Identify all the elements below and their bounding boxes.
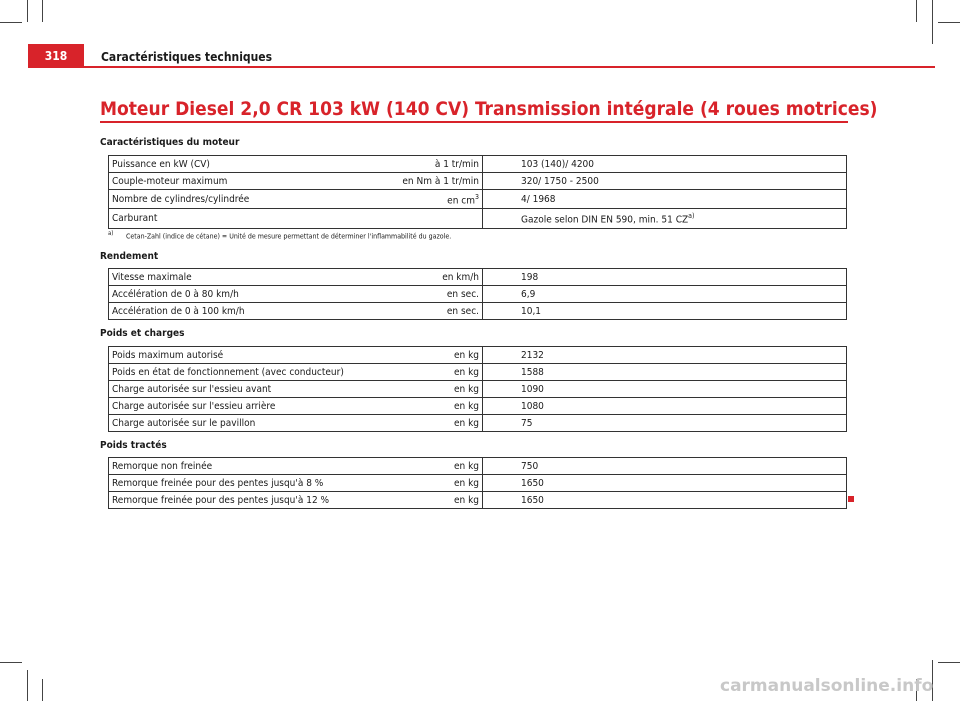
row-name: Nombre de cylindres/cylindrée (109, 190, 384, 209)
crop-mark (938, 22, 960, 23)
table-row (109, 458, 847, 475)
row-value: 1650 (483, 475, 847, 492)
watermark: carmanualsonline.info (720, 676, 934, 696)
footnote-mark: a) (108, 230, 114, 237)
table-row (109, 269, 847, 286)
table-row (109, 492, 847, 509)
table-row (109, 303, 847, 320)
row-value: 1090 (483, 381, 847, 398)
unit-superscript: 3 (474, 193, 479, 201)
row-name: Accélération de 0 à 100 km/h (109, 303, 384, 320)
row-value: 1588 (483, 364, 847, 381)
row-value: 6,9 (483, 286, 847, 303)
weights-table (108, 346, 847, 432)
row-value: 320/ 1750 - 2500 (483, 173, 847, 190)
towing-table (108, 457, 847, 509)
table-row (109, 173, 847, 190)
crop-mark (27, 670, 28, 701)
footnote (108, 230, 451, 240)
crop-mark (0, 662, 22, 663)
row-value: 198 (483, 269, 847, 286)
crop-mark (916, 0, 917, 22)
row-value: Gazole selon DIN EN 590, min. 51 CZ (521, 214, 689, 226)
row-unit: en kg (383, 458, 483, 475)
row-unit: en kg (383, 347, 483, 364)
row-unit: en sec. (383, 286, 483, 303)
section-label-performance: Rendement (100, 251, 159, 262)
section-label-towing: Poids tractés (100, 440, 167, 451)
section-label-weights: Poids et charges (100, 328, 185, 339)
header-rule (84, 66, 935, 68)
row-unit (383, 209, 483, 228)
crop-mark (27, 0, 28, 22)
table-row (109, 190, 847, 209)
row-name: Puissance en kW (CV) (109, 156, 384, 173)
table-row (109, 398, 847, 415)
row-unit: en km/h (383, 269, 483, 286)
crop-mark (938, 662, 960, 663)
row-name: Charge autorisée sur le pavillon (109, 415, 384, 432)
crop-mark (42, 679, 43, 701)
row-value: 75 (483, 415, 847, 432)
row-name: Charge autorisée sur l'essieu avant (109, 381, 384, 398)
row-name: Remorque freinée pour des pentes jusqu'à 12 % (109, 492, 384, 509)
table-row (109, 286, 847, 303)
table-row (109, 209, 847, 228)
crop-mark (932, 0, 933, 44)
page-number: 318 (28, 44, 84, 68)
footnote-text: Cetan-Zahl (indice de cétane) = Unité de mesure permettant de déterminer l'inflammabilité du gazole. (126, 232, 452, 241)
end-of-section-marker (848, 496, 854, 502)
row-unit-cell (383, 190, 483, 209)
row-unit: en sec. (383, 303, 483, 320)
row-value: 2132 (483, 347, 847, 364)
row-name: Poids maximum autorisé (109, 347, 384, 364)
row-unit: en kg (383, 415, 483, 432)
performance-table (108, 268, 847, 320)
row-name: Couple-moteur maximum (109, 173, 384, 190)
table-row (109, 415, 847, 432)
row-value: 750 (483, 458, 847, 475)
row-value-cell (483, 209, 847, 228)
title-rule (100, 121, 848, 123)
table-row (109, 364, 847, 381)
row-name: Poids en état de fonctionnement (avec conducteur) (109, 364, 384, 381)
row-unit: en kg (383, 364, 483, 381)
row-name: Carburant (109, 209, 384, 228)
row-name: Charge autorisée sur l'essieu arrière (109, 398, 384, 415)
row-unit: en Nm à 1 tr/min (383, 173, 483, 190)
row-name: Accélération de 0 à 80 km/h (109, 286, 384, 303)
row-unit: en cm (447, 195, 475, 207)
row-unit: en kg (383, 381, 483, 398)
row-name: Vitesse maximale (109, 269, 384, 286)
row-value: 4/ 1968 (483, 190, 847, 209)
section-label-engine: Caractéristiques du moteur (100, 137, 240, 148)
row-unit: en kg (383, 475, 483, 492)
table-row (109, 347, 847, 364)
row-value: 1080 (483, 398, 847, 415)
row-name: Remorque freinée pour des pentes jusqu'à 8 % (109, 475, 384, 492)
row-value: 103 (140)/ 4200 (483, 156, 847, 173)
row-unit: à 1 tr/min (383, 156, 483, 173)
table-row (109, 156, 847, 173)
crop-mark (42, 0, 43, 22)
engine-table (108, 155, 847, 229)
footnote-ref: a) (688, 212, 695, 221)
page-title: Moteur Diesel 2,0 CR 103 kW (140 CV) Transmission intégrale (4 roues motrices) (100, 98, 878, 120)
row-value: 1650 (483, 492, 847, 509)
row-name: Remorque non freinée (109, 458, 384, 475)
row-value: 10,1 (483, 303, 847, 320)
row-unit: en kg (383, 492, 483, 509)
row-unit: en kg (383, 398, 483, 415)
running-head: Caractéristiques techniques (101, 50, 273, 64)
table-row (109, 381, 847, 398)
table-row (109, 475, 847, 492)
crop-mark (0, 22, 22, 23)
